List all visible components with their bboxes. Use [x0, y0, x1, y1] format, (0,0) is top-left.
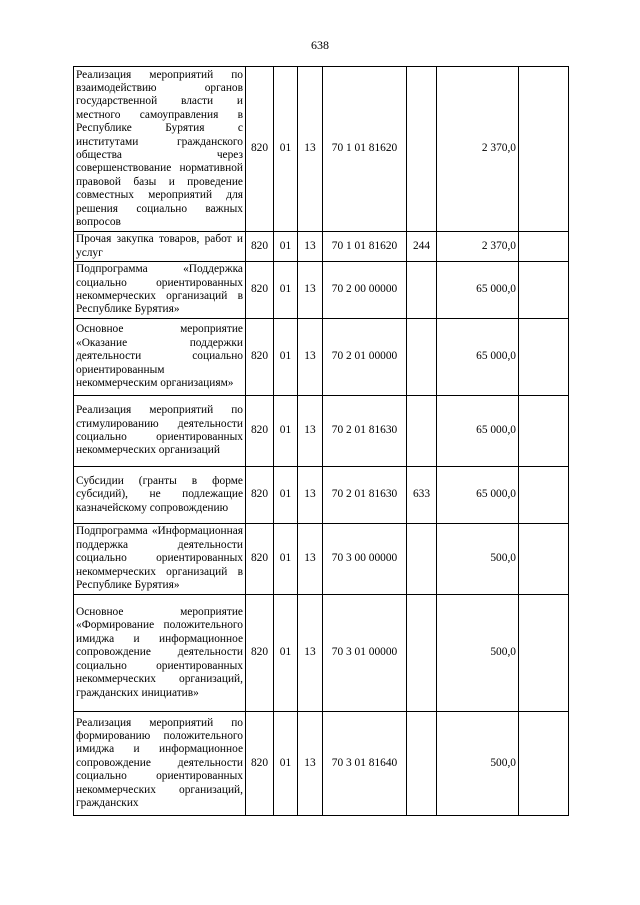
cell-amount: 2 370,0 — [437, 67, 519, 232]
cell-empty — [519, 595, 569, 712]
cell-section: 01 — [274, 232, 298, 262]
cell-section: 01 — [274, 319, 298, 396]
cell-amount: 500,0 — [437, 712, 519, 816]
cell-expense-type — [407, 67, 437, 232]
cell-target-article: 70 1 01 81620 — [323, 232, 407, 262]
page-number: 638 — [311, 38, 329, 52]
cell-amount: 2 370,0 — [437, 232, 519, 262]
cell-grbs: 820 — [246, 232, 274, 262]
cell-subsection: 13 — [298, 319, 323, 396]
cell-amount: 65 000,0 — [437, 467, 519, 524]
cell-subsection: 13 — [298, 712, 323, 816]
table-row — [74, 595, 569, 712]
cell-subsection: 13 — [298, 396, 323, 467]
cell-expense-type: 244 — [407, 232, 437, 262]
table-row — [74, 467, 569, 524]
cell-expense-type — [407, 396, 437, 467]
table-row — [74, 712, 569, 816]
cell-empty — [519, 467, 569, 524]
cell-amount: 500,0 — [437, 595, 519, 712]
cell-target-article: 70 1 01 81620 — [323, 67, 407, 232]
cell-expense-type: 633 — [407, 467, 437, 524]
cell-subsection: 13 — [298, 232, 323, 262]
cell-section: 01 — [274, 712, 298, 816]
cell-subsection: 13 — [298, 262, 323, 319]
cell-expense-type — [407, 262, 437, 319]
cell-name: Основное мероприятие «Оказание поддержки деятельности социально ориентированным некоммерческим организациям» — [74, 319, 246, 396]
cell-empty — [519, 232, 569, 262]
cell-target-article: 70 2 01 00000 — [323, 319, 407, 396]
cell-section: 01 — [274, 262, 298, 319]
cell-empty — [519, 319, 569, 396]
cell-section: 01 — [274, 67, 298, 232]
cell-empty — [519, 524, 569, 595]
cell-grbs: 820 — [246, 595, 274, 712]
cell-name: Субсидии (гранты в форме субсидий), не подлежащие казначейскому сопровождению — [74, 467, 246, 524]
cell-name: Реализация мероприятий по стимулированию деятельности социально ориентированных некоммерческих организаций — [74, 396, 246, 467]
cell-name: Реализация мероприятий по взаимодействию органов государственной власти и местного самоуправления в Республике Бурятия с институтами гражданского общества через совершенствование нормативной правовой базы и проведение совместных мероприятий для решения социально важных вопросов — [74, 67, 246, 232]
cell-name: Основное мероприятие «Формирование положительного имиджа и информационное сопровождение деятельности социально ориентированных некоммерческих организаций, гражданских инициатив» — [74, 595, 246, 712]
cell-empty — [519, 396, 569, 467]
cell-section: 01 — [274, 524, 298, 595]
cell-target-article: 70 2 01 81630 — [323, 396, 407, 467]
cell-amount: 65 000,0 — [437, 262, 519, 319]
cell-subsection: 13 — [298, 595, 323, 712]
cell-expense-type — [407, 595, 437, 712]
cell-amount: 500,0 — [437, 524, 519, 595]
table-row — [74, 396, 569, 467]
cell-name: Подпрограмма «Информационная поддержка деятельности социально ориентированных некоммерческих организаций в Республике Бурятия» — [74, 524, 246, 595]
cell-subsection: 13 — [298, 524, 323, 595]
cell-name: Реализация мероприятий по формированию положительного имиджа и информационное сопровождение деятельности социально ориентированных некоммерческих организаций, гражданских — [74, 712, 246, 816]
cell-grbs: 820 — [246, 712, 274, 816]
table-row — [74, 319, 569, 396]
cell-grbs: 820 — [246, 524, 274, 595]
cell-grbs: 820 — [246, 67, 274, 232]
cell-target-article: 70 2 00 00000 — [323, 262, 407, 319]
cell-grbs: 820 — [246, 396, 274, 467]
cell-amount: 65 000,0 — [437, 319, 519, 396]
cell-expense-type — [407, 319, 437, 396]
cell-empty — [519, 262, 569, 319]
table-row — [74, 232, 569, 262]
cell-name: Прочая закупка товаров, работ и услуг — [74, 232, 246, 262]
table-row — [74, 262, 569, 319]
cell-grbs: 820 — [246, 467, 274, 524]
budget-table — [73, 66, 569, 816]
cell-empty — [519, 712, 569, 816]
table-row — [74, 67, 569, 232]
cell-grbs: 820 — [246, 262, 274, 319]
cell-target-article: 70 3 00 00000 — [323, 524, 407, 595]
cell-target-article: 70 3 01 00000 — [323, 595, 407, 712]
cell-grbs: 820 — [246, 319, 274, 396]
cell-subsection: 13 — [298, 67, 323, 232]
cell-target-article: 70 3 01 81640 — [323, 712, 407, 816]
cell-empty — [519, 67, 569, 232]
table-row — [74, 524, 569, 595]
cell-expense-type — [407, 524, 437, 595]
cell-section: 01 — [274, 467, 298, 524]
cell-section: 01 — [274, 595, 298, 712]
cell-subsection: 13 — [298, 467, 323, 524]
cell-amount: 65 000,0 — [437, 396, 519, 467]
budget-table-body — [74, 67, 569, 816]
cell-name: Подпрограмма «Поддержка социально ориентированных некоммерческих организаций в Республике Бурятия» — [74, 262, 246, 319]
cell-expense-type — [407, 712, 437, 816]
cell-target-article: 70 2 01 81630 — [323, 467, 407, 524]
cell-section: 01 — [274, 396, 298, 467]
